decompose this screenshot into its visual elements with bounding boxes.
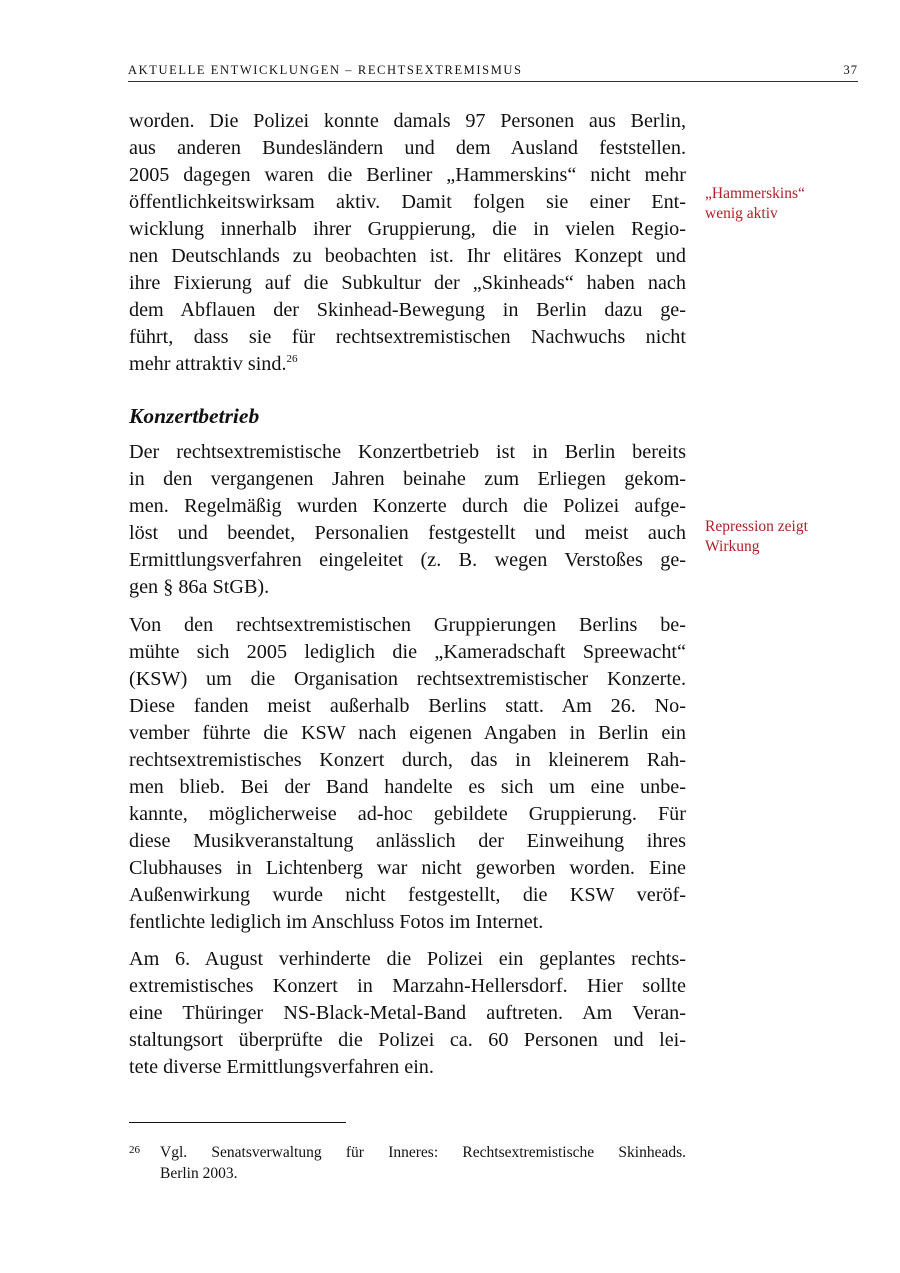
text-line: löst und beendet, Personalien festgestellt und meist auch — [129, 522, 686, 544]
footnote-text — [160, 1142, 686, 1184]
footnote-reference[interactable]: 26 — [286, 353, 298, 365]
text-line: (KSW) um die Organisation rechtsextremistischer Konzerte. — [129, 668, 686, 690]
text-line: führt, dass sie für rechtsextremistischen Nachwuchs nicht — [129, 326, 686, 348]
margin-note-hammerskins — [705, 184, 875, 224]
text-line: diese Musikveranstaltung anlässlich der Einweihung ihres — [129, 830, 686, 852]
section-heading: Konzertbetrieb — [129, 404, 260, 428]
footnote-line: Berlin 2003. — [160, 1165, 238, 1182]
text-line: mühte sich 2005 lediglich die „Kameradschaft Spreewacht“ — [129, 641, 686, 663]
margin-note-line: „Hammerskins“ — [705, 185, 805, 202]
text-line: Ermittlungsverfahren eingeleitet (z. B. wegen Verstoßes ge- — [129, 549, 686, 571]
text-line: gen § 86a StGB). — [129, 576, 270, 598]
paragraph-hammerskins — [129, 108, 686, 378]
text-line: men blieb. Bei der Band handelte es sich um eine unbe- — [129, 776, 686, 798]
margin-note-line: Wirkung — [705, 538, 760, 555]
text-line: extremistisches Konzert in Marzahn-Hellersdorf. Hier sollte — [129, 975, 686, 997]
text-line: tete diverse Ermittlungsverfahren ein. — [129, 1056, 434, 1078]
text-line: wicklung innerhalb ihrer Gruppierung, die in vielen Regio- — [129, 218, 686, 240]
margin-note-line: Repression zeigt — [705, 518, 808, 535]
text-line: worden. Die Polizei konnte damals 97 Personen aus Berlin, — [129, 110, 686, 132]
text-line: Der rechtsextremistische Konzertbetrieb ist in Berlin bereits — [129, 441, 686, 463]
text-line: aus anderen Bundesländern und dem Ausland feststellen. — [129, 137, 686, 159]
footnote-number: 26 — [129, 1144, 140, 1156]
text-line — [129, 351, 686, 378]
text-line: Clubhauses in Lichtenberg war nicht geworben worden. Eine — [129, 857, 686, 879]
text-line: ihre Fixierung auf die Subkultur der „Skinheads“ haben nach — [129, 272, 686, 294]
text-line: vember führte die KSW nach eigenen Angaben in Berlin ein — [129, 722, 686, 744]
text-line: men. Regelmäßig wurden Konzerte durch die Polizei aufge- — [129, 495, 686, 517]
text-line: kannte, möglicherweise ad-hoc gebildete Gruppierung. Für — [129, 803, 686, 825]
text-line: staltungsort überprüfte die Polizei ca. 60 Personen und lei- — [129, 1029, 686, 1051]
text-line: öffentlichkeitswirksam aktiv. Damit folgen sie einer Ent- — [129, 191, 686, 213]
text-line: in den vergangenen Jahren beinahe zum Erliegen gekom- — [129, 468, 686, 490]
text-line: nen Deutschlands zu beobachten ist. Ihr elitäres Konzept und — [129, 245, 686, 267]
text-line-content: mehr attraktiv sind. — [129, 353, 287, 375]
text-line: Diese fanden meist außerhalb Berlins statt. Am 26. No- — [129, 695, 686, 717]
running-header-title: AKTUELLE ENTWICKLUNGEN – RECHTSEXTREMISMUS — [128, 63, 523, 77]
paragraph-konzertbetrieb — [129, 439, 686, 601]
text-line: eine Thüringer NS-Black-Metal-Band auftreten. Am Veran- — [129, 1002, 686, 1024]
margin-note-repression — [705, 517, 875, 557]
text-line: dem Abflauen der Skinhead-Bewegung in Berlin dazu ge- — [129, 299, 686, 321]
text-line: 2005 dagegen waren die Berliner „Hammerskins“ nicht mehr — [129, 164, 686, 186]
text-line: rechtsextremistisches Konzert durch, das in kleinerem Rah- — [129, 749, 686, 771]
text-line: Von den rechtsextremistischen Gruppierungen Berlins be- — [129, 614, 686, 636]
text-line: fentlichte lediglich im Anschluss Fotos im Internet. — [129, 911, 544, 933]
text-line: Außenwirkung wurde nicht festgestellt, die KSW veröf- — [129, 884, 686, 906]
footnote-line: Vgl. Senatsverwaltung für Inneres: Rechtsextremistische Skinheads. — [160, 1144, 686, 1161]
footnote-divider — [129, 1122, 346, 1123]
margin-note-line: wenig aktiv — [705, 205, 778, 222]
running-header — [128, 63, 858, 82]
page-number: 37 — [843, 63, 858, 77]
text-line: Am 6. August verhinderte die Polizei ein geplantes rechts- — [129, 948, 686, 970]
paragraph-marzahn — [129, 946, 686, 1081]
paragraph-ksw — [129, 612, 686, 936]
